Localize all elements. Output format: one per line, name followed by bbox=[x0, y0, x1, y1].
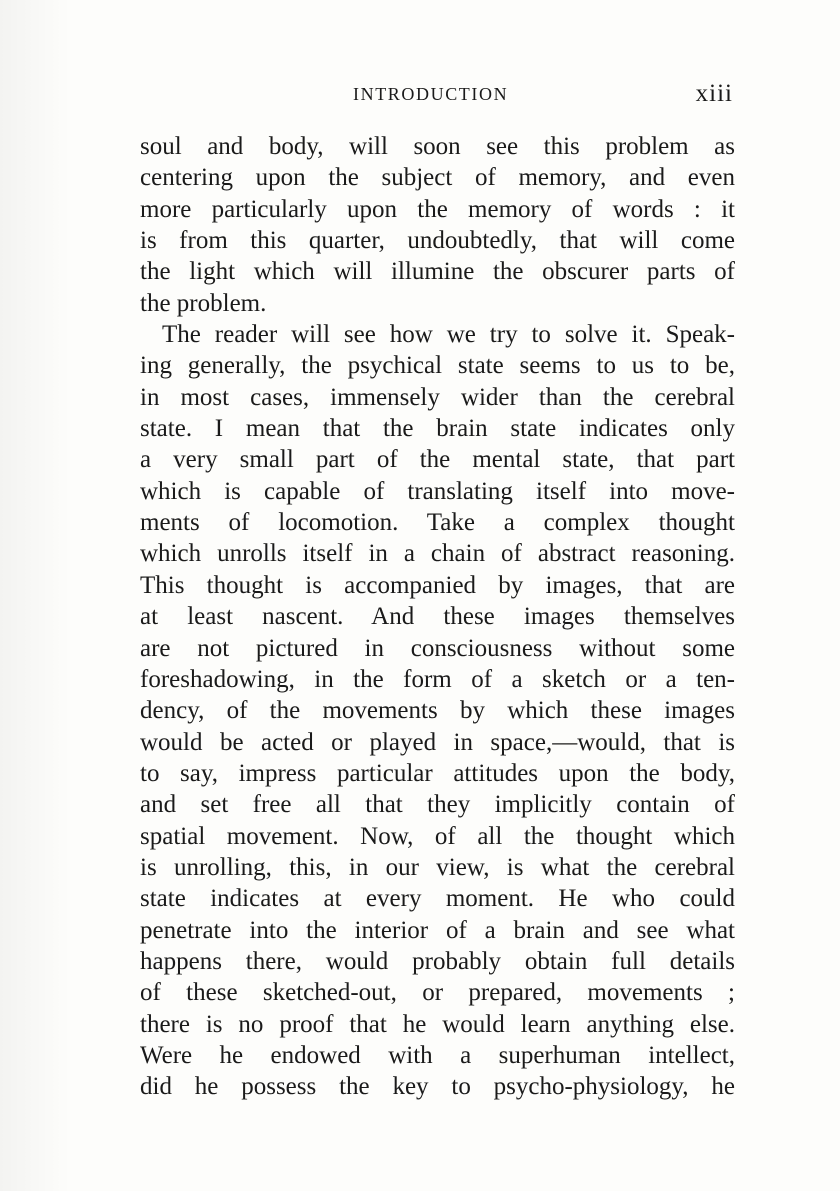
text-line: which unrolls itself in a chain of abstract reasoning. bbox=[140, 540, 735, 568]
text-line: is unrolling, this, in our view, is what the cerebral bbox=[140, 853, 735, 881]
text-line: to say, impress particular attitudes upon the body, bbox=[140, 759, 735, 787]
text-line: are not pictured in consciousness without some bbox=[140, 634, 735, 662]
text-line: state indicates at every moment. He who could bbox=[140, 885, 735, 913]
text-line: at least nascent. And these images themselves bbox=[140, 603, 735, 631]
text-line: the problem. bbox=[140, 289, 267, 317]
text-line: The reader will see how we try to solve it. Speak- bbox=[162, 321, 735, 349]
text-line: which is capable of translating itself into move- bbox=[140, 477, 735, 505]
text-line: spatial movement. Now, of all the thought which bbox=[140, 822, 735, 850]
text-line: This thought is accompanied by images, that are bbox=[140, 571, 735, 599]
text-line: is from this quarter, undoubtedly, that will come bbox=[140, 227, 735, 255]
text-line: did he possess the key to psycho-physiology, he bbox=[140, 1073, 735, 1101]
running-head bbox=[140, 80, 735, 110]
text-line: centering upon the subject of memory, and even bbox=[140, 164, 735, 192]
text-line: would be acted or played in space,—would, that is bbox=[140, 728, 735, 756]
text-line: more particularly upon the memory of words : it bbox=[140, 195, 735, 223]
text-line: in most cases, immensely wider than the cerebral bbox=[140, 383, 735, 411]
text-line: soul and body, will soon see this problem as bbox=[140, 133, 735, 160]
body-text bbox=[140, 131, 735, 1103]
page-number: xiii bbox=[695, 80, 733, 107]
text-line: of these sketched-out, or prepared, movements ; bbox=[140, 979, 735, 1007]
page-gutter-shade bbox=[0, 0, 70, 1191]
text-line: ing generally, the psychical state seems to us to be, bbox=[140, 352, 735, 380]
text-line: Were he endowed with a superhuman intellect, bbox=[140, 1041, 735, 1069]
running-head-title: INTRODUCTION bbox=[353, 84, 509, 104]
text-line: dency, of the movements by which these images bbox=[140, 697, 735, 725]
text-line: state. I mean that the brain state indicates only bbox=[140, 415, 735, 443]
text-line: penetrate into the interior of a brain and see what bbox=[140, 916, 735, 944]
text-line: and set free all that they implicitly contain of bbox=[140, 791, 735, 819]
text-line: foreshadowing, in the form of a sketch or a ten- bbox=[140, 665, 735, 693]
text-line: there is no proof that he would learn anything else. bbox=[140, 1010, 735, 1038]
text-line: ments of locomotion. Take a complex thought bbox=[140, 509, 735, 537]
text-line: a very small part of the mental state, that part bbox=[140, 446, 735, 474]
text-line: the light which will illumine the obscurer parts of bbox=[140, 258, 735, 286]
text-line: happens there, would probably obtain full details bbox=[140, 947, 735, 975]
